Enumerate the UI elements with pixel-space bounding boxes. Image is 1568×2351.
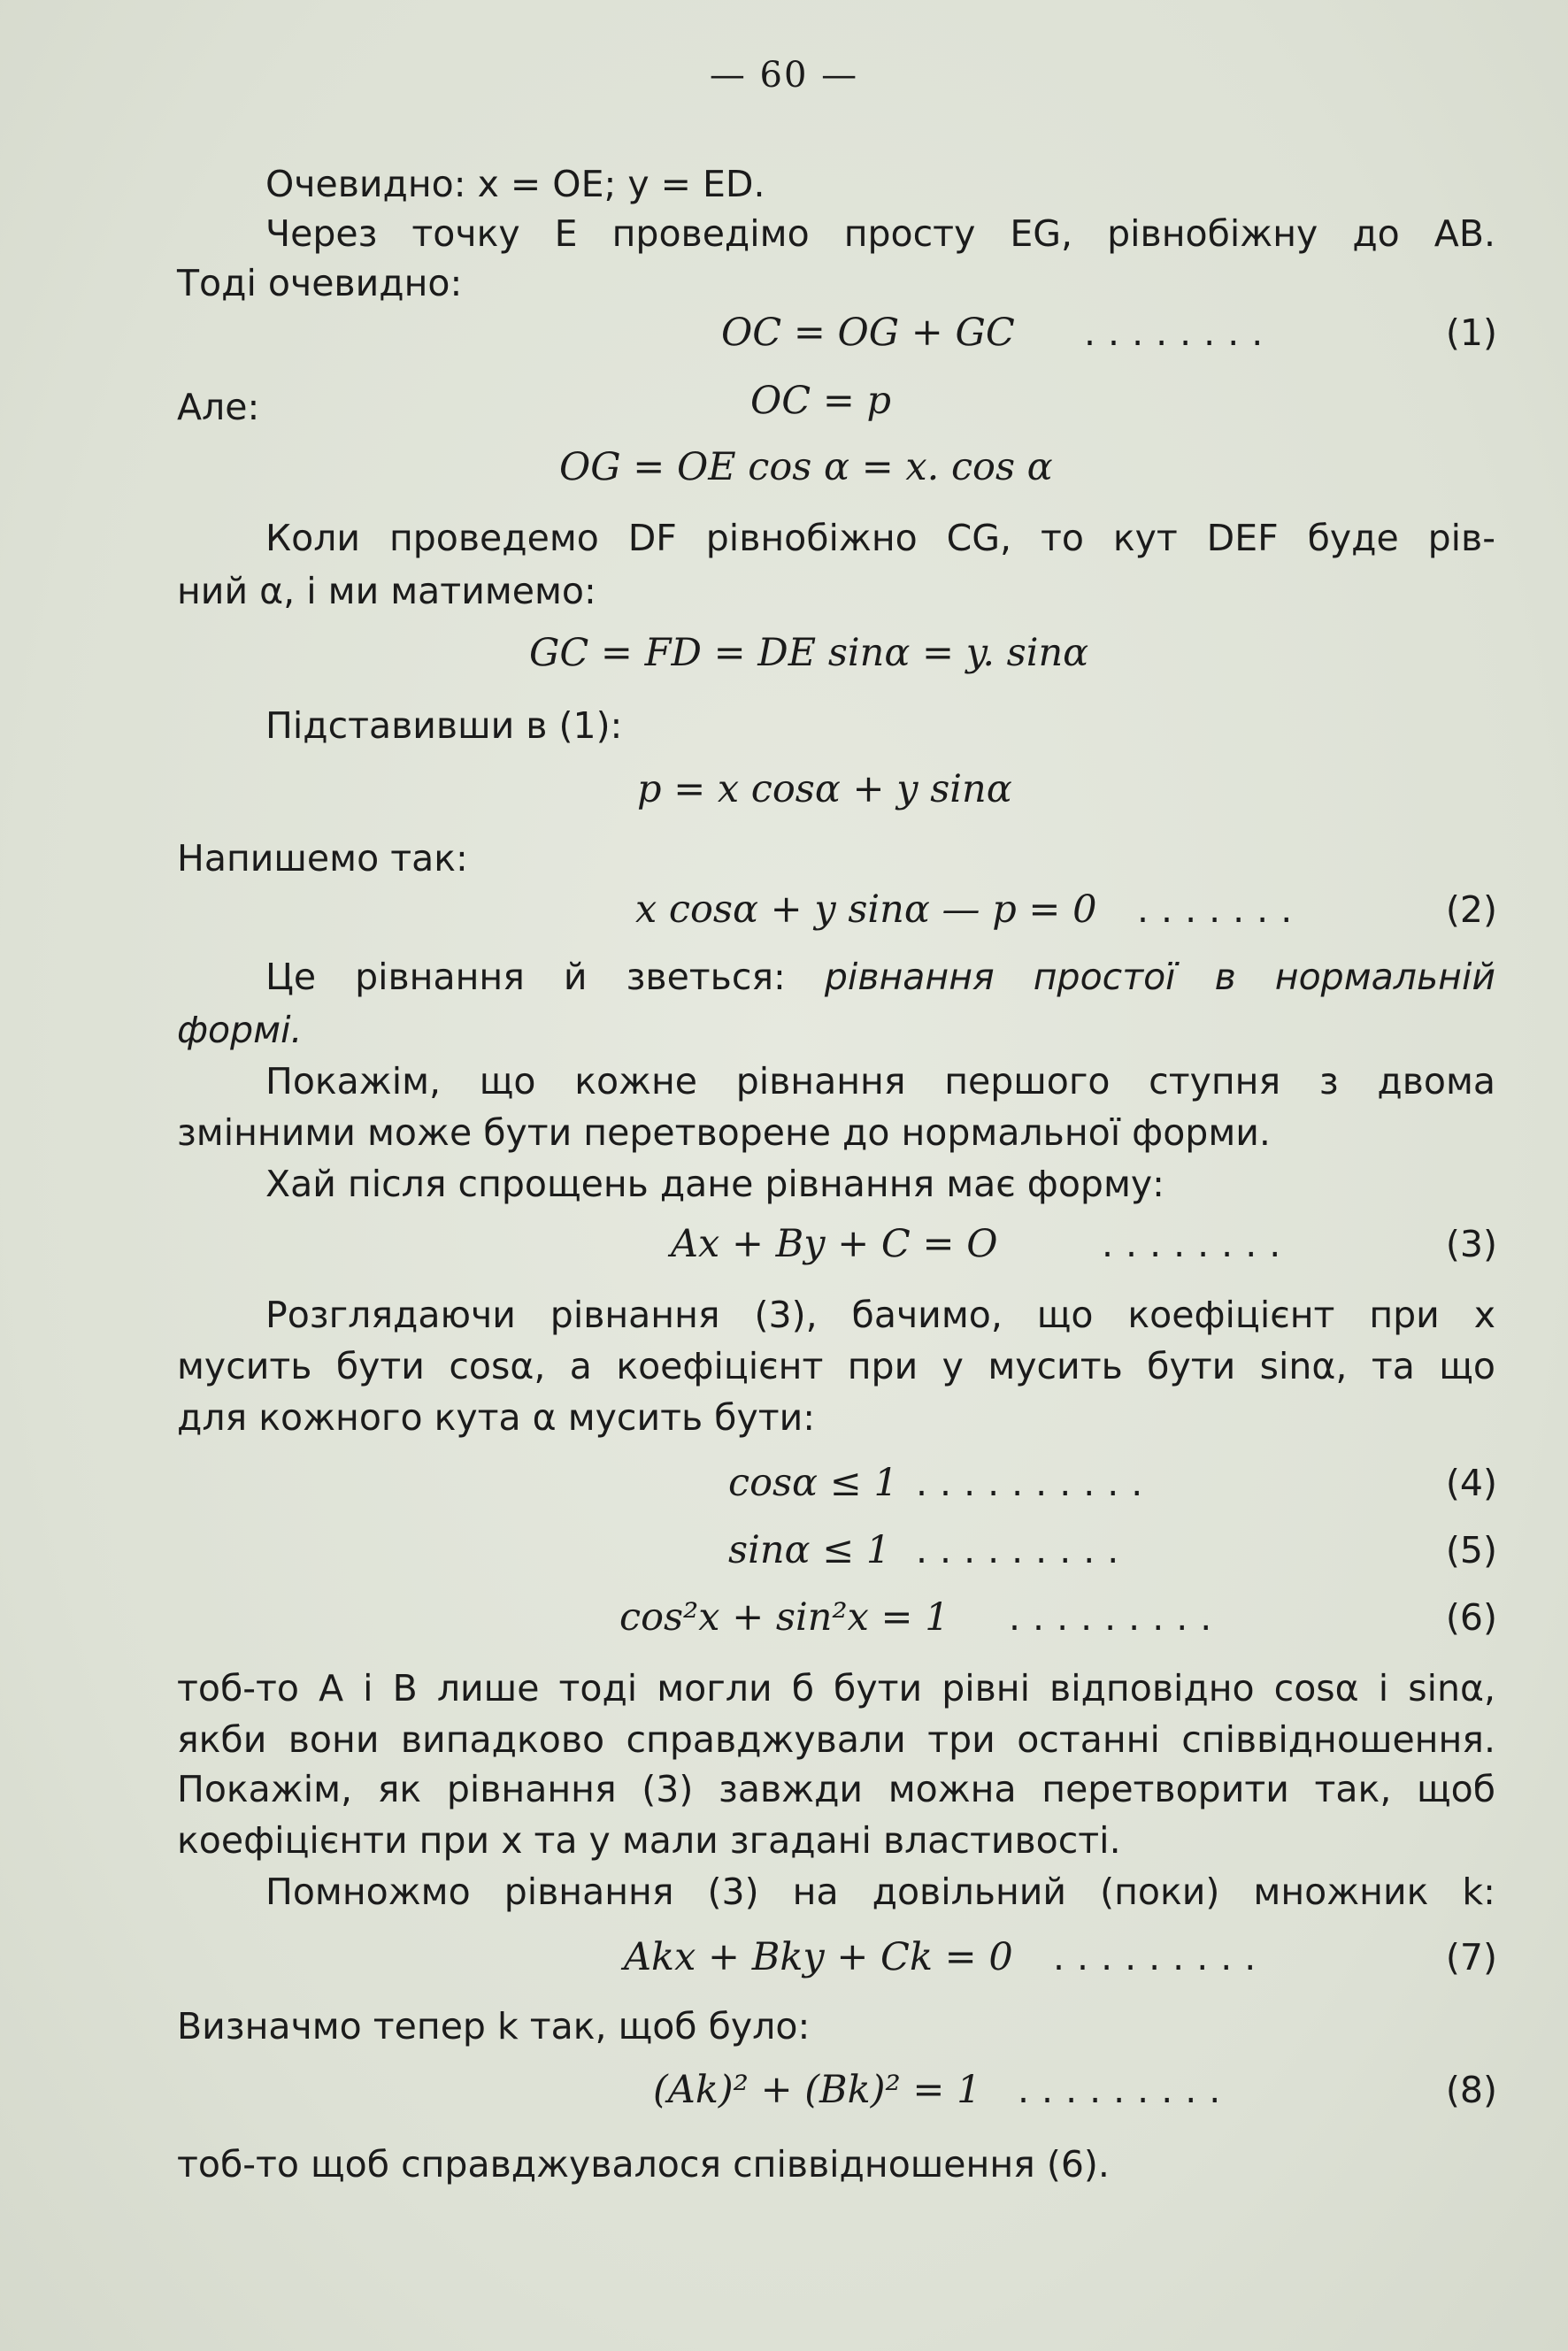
text-label: Але: — [177, 386, 260, 428]
equation-number: (5) — [1445, 1529, 1497, 1571]
leader-dots: ........ — [1084, 311, 1276, 354]
text-line: Хай після спрощень дане рівнання має форму: — [265, 1163, 1164, 1205]
italic-term: формі. — [177, 1009, 303, 1051]
leader-dots: ......... — [1018, 2069, 1234, 2111]
text-line: для кожного кута α мусить бути: — [177, 1396, 816, 1439]
equation: GC = FD = DE sinα = y. sinα — [529, 631, 1089, 675]
equation-number: (8) — [1445, 2069, 1497, 2111]
text-line: Підставивши в (1): — [265, 704, 623, 747]
leader-dots: ......... — [1009, 1596, 1225, 1639]
text-line: Покажім, що кожне рівнання першого ступня з двома — [265, 1060, 1495, 1103]
text-line: Через точку E проведімо просту EG, рівнобіжну до AB. — [265, 212, 1495, 255]
italic-term: рівнання простої в нормальній — [824, 956, 1495, 998]
leader-dots: ....... — [1137, 888, 1305, 931]
text-line: ний α, і ми матимемо: — [177, 570, 596, 612]
equation: Akx + Bky + Ck = 0 — [624, 1935, 1013, 1979]
equation: OG = OE cos α = x. cos α — [559, 445, 1053, 489]
text-line: якби вони випадково справджували три останні співвідношення. — [177, 1718, 1495, 1761]
equation-number: (7) — [1445, 1936, 1497, 1978]
text-line: мусить бути cosα, а коефіцієнт при y мусить бути sinα, та що — [177, 1345, 1495, 1387]
text-line: тоб-то A і B лише тоді могли б бути рівні відповідно cosα і sinα, — [177, 1667, 1495, 1709]
text-line: тоб-то щоб справджувалося співвідношення (6). — [177, 2143, 1110, 2186]
text-line: Напишемо так: — [177, 837, 468, 880]
text-line: Очевидно: x = OE; y = ED. — [265, 163, 765, 205]
text-line: Тоді очевидно: — [177, 262, 463, 304]
leader-dots: .......... — [916, 1462, 1156, 1504]
equation-number: (3) — [1445, 1223, 1497, 1265]
equation: (Ak)² + (Bk)² = 1 — [653, 2068, 981, 2112]
equation: cos²x + sin²x = 1 — [619, 1595, 949, 1640]
text-line: коефіцієнти при x та y мали згадані властивості. — [177, 1819, 1121, 1862]
equation: sinα ≤ 1 — [728, 1528, 891, 1572]
equation: x cosα + y sinα — p = 0 — [635, 887, 1097, 932]
leader-dots: ......... — [916, 1529, 1132, 1571]
text-line — [265, 952, 1495, 1002]
page-number: — 60 — — [709, 55, 859, 96]
equation-number: (2) — [1445, 888, 1497, 931]
text-line: змінними може бути перетворене до нормальної форми. — [177, 1111, 1271, 1154]
text-line: Коли проведемо DF рівнобіжно CG, то кут DEF буде рів- — [265, 517, 1495, 559]
text-fragment: Це рівнання й зветься: — [265, 956, 825, 998]
text-line: Розглядаючи рівнання (3), бачимо, що коефіцієнт при x — [265, 1294, 1495, 1336]
leader-dots: ......... — [1053, 1936, 1269, 1978]
equation: OC = p — [750, 379, 892, 423]
equation: OC = OG + GC — [721, 311, 1015, 355]
text-line: Покажім, як рівнання (3) завжди можна перетворити так, щоб — [177, 1768, 1495, 1810]
equation-number: (1) — [1445, 311, 1497, 354]
equation: cosα ≤ 1 — [728, 1461, 898, 1505]
equation: p = x cosα + y sinα — [637, 767, 1012, 811]
text-line: Визначмо тепер k так, щоб було: — [177, 2005, 811, 2048]
text-line: Помножмо рівнання (3) на довільний (поки) множник k: — [265, 1871, 1495, 1913]
equation-number: (6) — [1445, 1596, 1497, 1639]
equation: Ax + By + C = O — [671, 1222, 998, 1266]
leader-dots: ........ — [1102, 1223, 1294, 1265]
equation-number: (4) — [1445, 1462, 1497, 1504]
